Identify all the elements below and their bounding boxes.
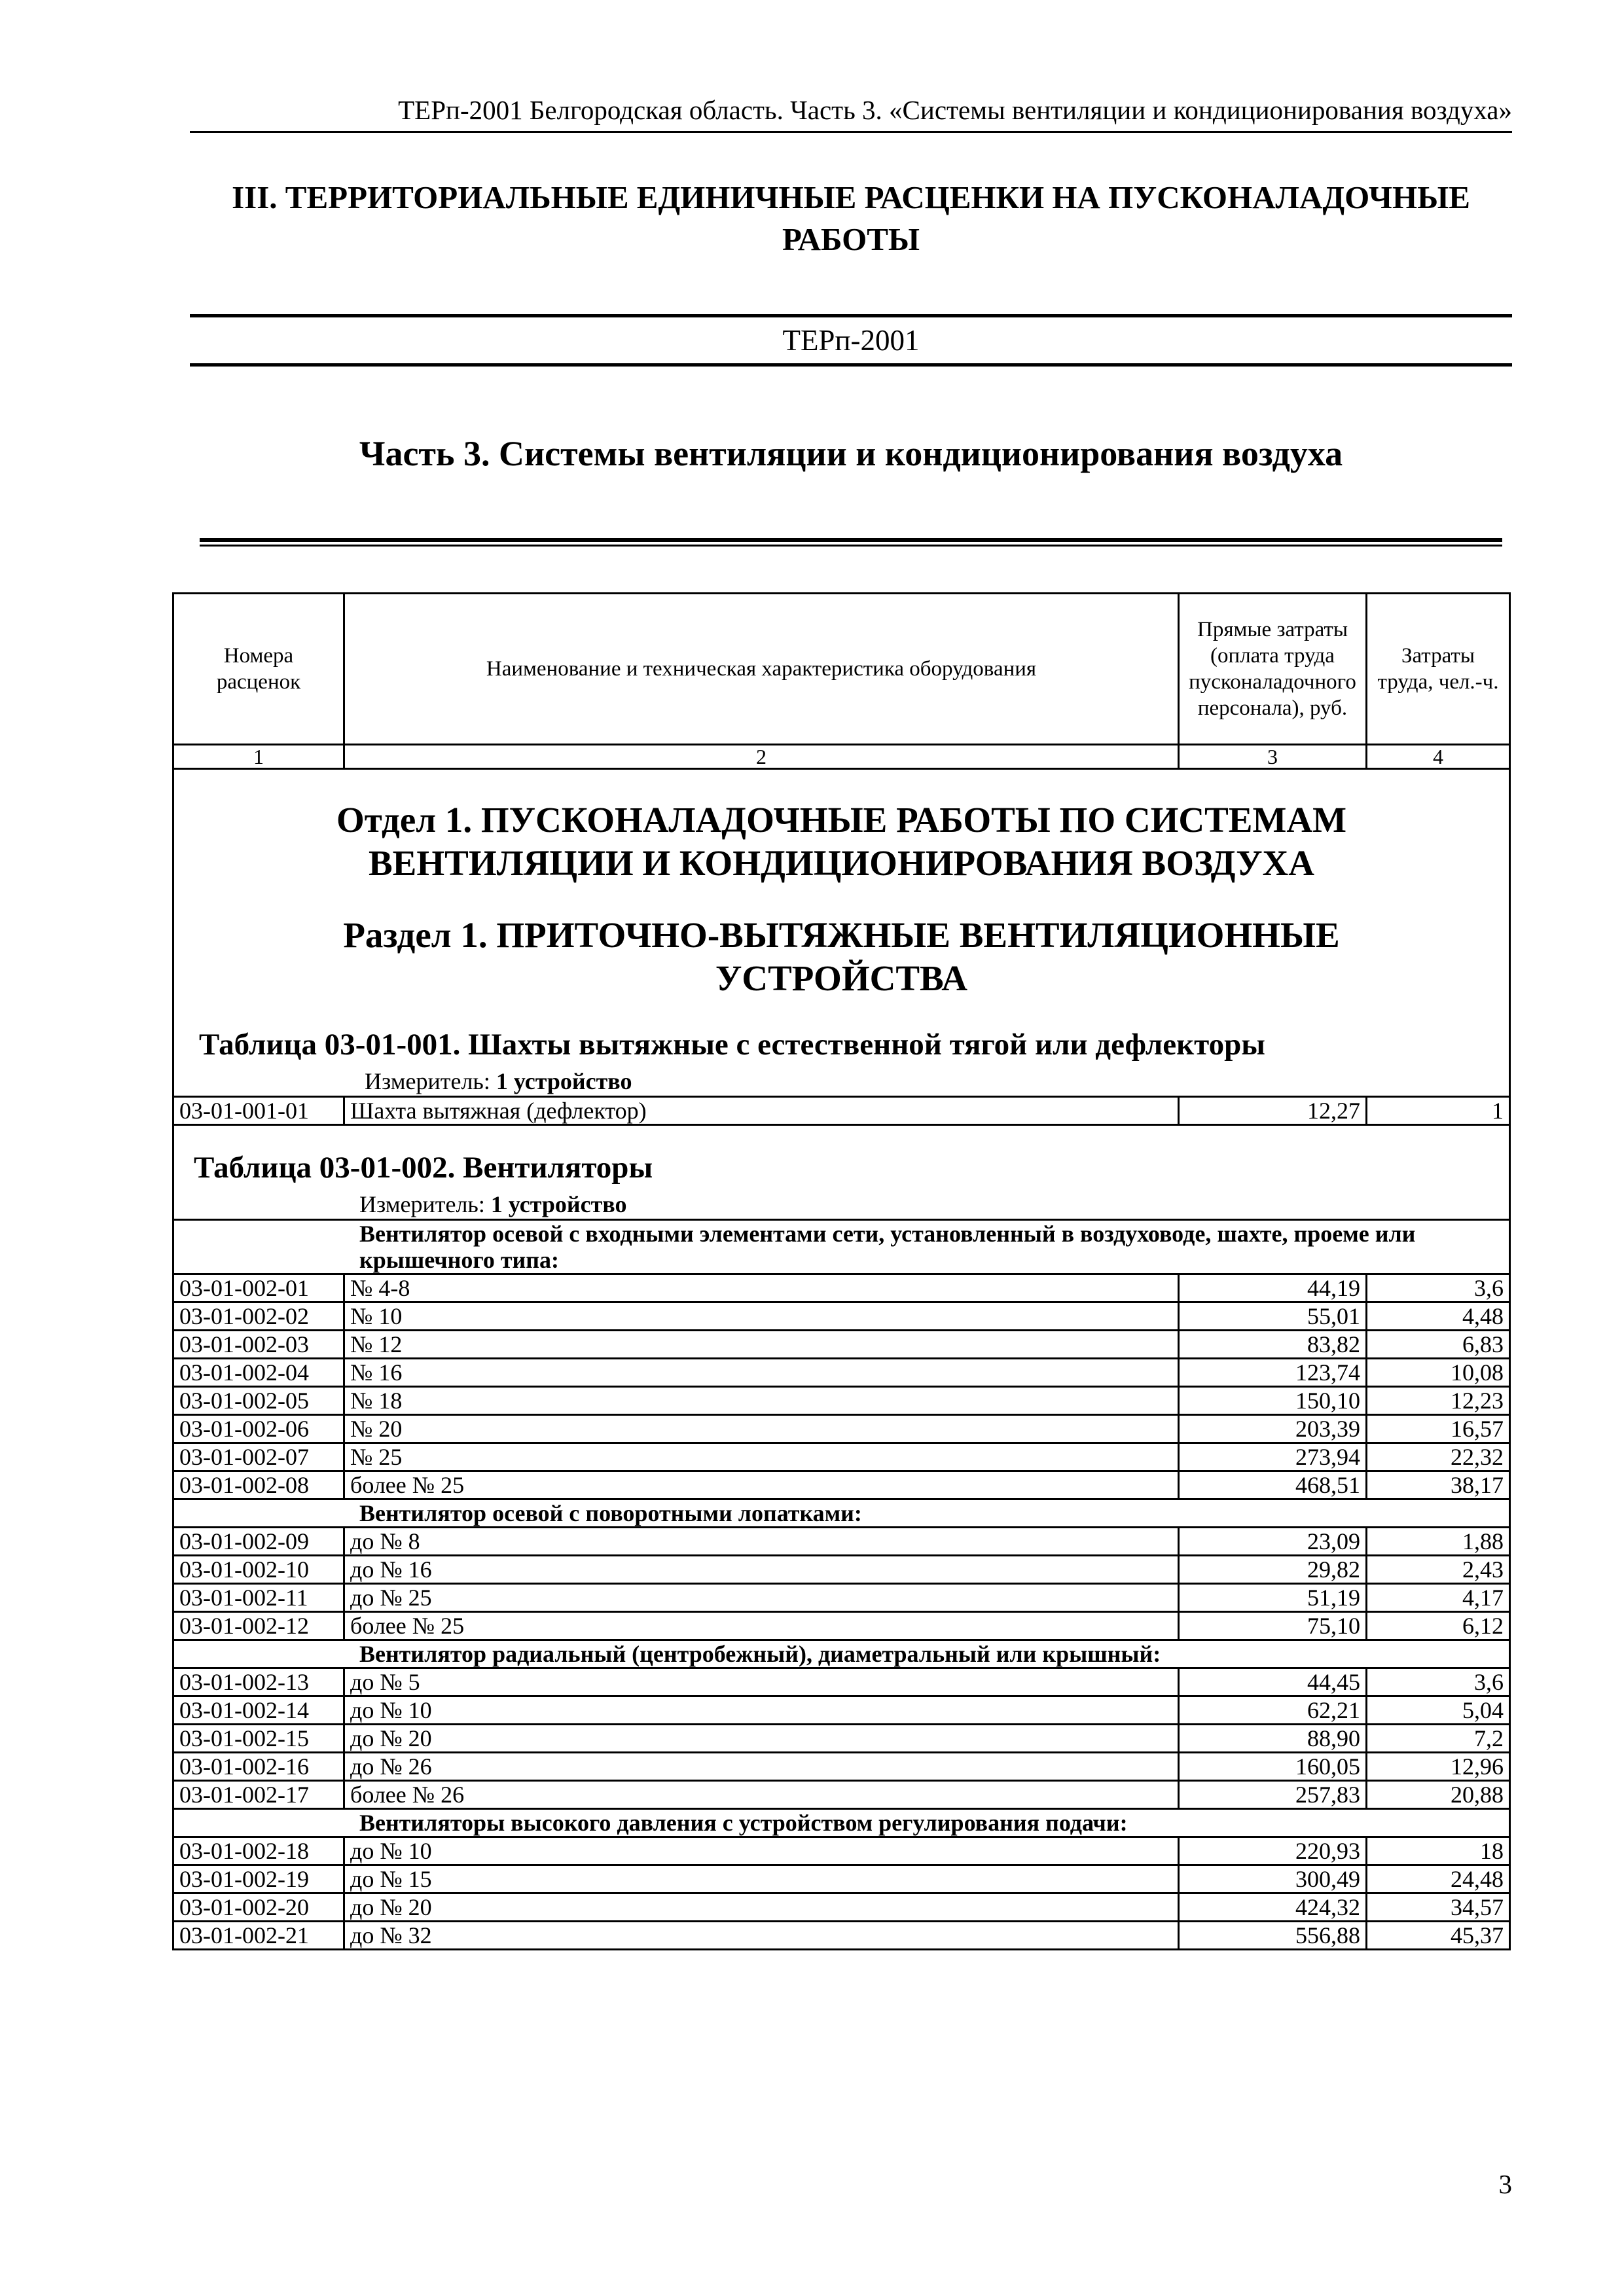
- rate-cost: 273,94: [1179, 1443, 1367, 1471]
- rate-code: 03-01-002-07: [173, 1443, 344, 1471]
- measure-label: Измеритель:: [359, 1191, 485, 1217]
- table-row: [173, 1415, 1510, 1443]
- group-row: [173, 1640, 1510, 1668]
- rate-cost: 29,82: [1179, 1556, 1367, 1584]
- rate-labor: 4,48: [1367, 1302, 1510, 1331]
- rate-cost: 62,21: [1179, 1696, 1367, 1725]
- group-row: [173, 1220, 1510, 1274]
- header-col-name: Наименование и техническая характеристика оборудования: [344, 594, 1179, 745]
- rate-cost: 220,93: [1179, 1837, 1367, 1865]
- rate-code: 03-01-002-09: [173, 1528, 344, 1556]
- table-row: [173, 1097, 1510, 1125]
- table-row: [173, 1837, 1510, 1865]
- table-row: [173, 1893, 1510, 1922]
- rate-cost: 83,82: [1179, 1331, 1367, 1359]
- table-row: [173, 1922, 1510, 1950]
- rate-name: № 16: [344, 1359, 1179, 1387]
- rate-name: до № 16: [344, 1556, 1179, 1584]
- rate-name: до № 5: [344, 1668, 1179, 1696]
- rate-cost: 300,49: [1179, 1865, 1367, 1893]
- table-row: [173, 1753, 1510, 1781]
- rate-name: до № 32: [344, 1922, 1179, 1950]
- column-number: 3: [1179, 745, 1367, 769]
- table-row: [173, 1668, 1510, 1696]
- group-title: Вентилятор осевой с поворотными лопатками:: [173, 1499, 1510, 1528]
- rate-cost: 150,10: [1179, 1387, 1367, 1415]
- rate-labor: 1: [1367, 1097, 1510, 1125]
- running-header: ТЕРп-2001 Белгородская область. Часть 3. «Системы вентиляции и кондиционирования воздуха»: [190, 92, 1512, 133]
- group-row: [173, 1499, 1510, 1528]
- group-title: Вентилятор осевой с входными элементами сети, установленный в воздуховоде, шахте, проеме или крышечного типа:: [173, 1220, 1510, 1274]
- column-number: 4: [1367, 745, 1510, 769]
- table-row: [173, 1528, 1510, 1556]
- header-col-cost: Прямые затраты (оплата труда пусконаладочного персонала), руб.: [1179, 594, 1367, 745]
- table1-measure: [179, 1067, 1504, 1096]
- rate-code: 03-01-001-01: [173, 1097, 344, 1125]
- rate-labor: 6,12: [1367, 1612, 1510, 1640]
- rates-table: [172, 592, 1511, 1950]
- rate-labor: 4,17: [1367, 1584, 1510, 1612]
- rate-cost: 123,74: [1179, 1359, 1367, 1387]
- rate-cost: 203,39: [1179, 1415, 1367, 1443]
- table-row: [173, 1359, 1510, 1387]
- rate-code: 03-01-002-06: [173, 1415, 344, 1443]
- table-row: [173, 1302, 1510, 1331]
- table2-measure: [174, 1190, 1509, 1219]
- table2-title: Таблица 03-01-002. Вентиляторы: [194, 1151, 653, 1185]
- rate-labor: 45,37: [1367, 1922, 1510, 1950]
- column-number: 1: [173, 745, 344, 769]
- rate-labor: 3,6: [1367, 1668, 1510, 1696]
- rate-cost: 44,45: [1179, 1668, 1367, 1696]
- table-row: [173, 1612, 1510, 1640]
- measure-value: 1 устройство: [490, 1191, 627, 1217]
- rate-labor: 20,88: [1367, 1781, 1510, 1809]
- rate-labor: 1,88: [1367, 1528, 1510, 1556]
- rate-labor: 5,04: [1367, 1696, 1510, 1725]
- rate-cost: 160,05: [1179, 1753, 1367, 1781]
- rate-code: 03-01-002-12: [173, 1612, 344, 1640]
- rate-code: 03-01-002-10: [173, 1556, 344, 1584]
- rate-cost: 55,01: [1179, 1302, 1367, 1331]
- rate-cost: 468,51: [1179, 1471, 1367, 1499]
- rate-cost: 424,32: [1179, 1893, 1367, 1922]
- rate-name: Шахта вытяжная (дефлектор): [344, 1097, 1179, 1125]
- column-number: 2: [344, 745, 1179, 769]
- rate-name: до № 10: [344, 1837, 1179, 1865]
- rate-name: более № 26: [344, 1781, 1179, 1809]
- part-title: Часть 3. Системы вентиляции и кондиционирования воздуха: [359, 434, 1343, 473]
- rate-labor: 12,23: [1367, 1387, 1510, 1415]
- rate-name: № 20: [344, 1415, 1179, 1443]
- measure-label: Измеритель:: [365, 1068, 490, 1094]
- rate-code: 03-01-002-11: [173, 1584, 344, 1612]
- rate-code: 03-01-002-14: [173, 1696, 344, 1725]
- rate-code: 03-01-002-16: [173, 1753, 344, 1781]
- rate-name: до № 20: [344, 1893, 1179, 1922]
- rate-code: 03-01-002-08: [173, 1471, 344, 1499]
- table-header-row: [173, 594, 1510, 745]
- rate-code: 03-01-002-20: [173, 1893, 344, 1922]
- header-col-labor: Затраты труда, чел.-ч.: [1367, 594, 1510, 745]
- rate-name: № 10: [344, 1302, 1179, 1331]
- rate-name: до № 8: [344, 1528, 1179, 1556]
- group-title: Вентиляторы высокого давления с устройством регулирования подачи:: [173, 1809, 1510, 1837]
- table-row: [173, 1331, 1510, 1359]
- rate-code: 03-01-002-13: [173, 1668, 344, 1696]
- rate-code: 03-01-002-21: [173, 1922, 344, 1950]
- rate-name: до № 20: [344, 1725, 1179, 1753]
- rate-cost: 23,09: [1179, 1528, 1367, 1556]
- page-number: 3: [1498, 2169, 1512, 2199]
- rate-labor: 16,57: [1367, 1415, 1510, 1443]
- rate-name: № 12: [344, 1331, 1179, 1359]
- rate-labor: 24,48: [1367, 1865, 1510, 1893]
- table1-title: Таблица 03-01-001. Шахты вытяжные с естественной тягой или дефлекторы: [199, 1028, 1265, 1062]
- section-title: III. ТЕРРИТОРИАЛЬНЫЕ ЕДИНИЧНЫЕ РАСЦЕНКИ НА ПУСКОНАЛАДОЧНЫЕ РАБОТЫ: [232, 179, 1470, 257]
- rate-code: 03-01-002-17: [173, 1781, 344, 1809]
- table-row: [173, 1584, 1510, 1612]
- rate-code: 03-01-002-04: [173, 1359, 344, 1387]
- table-row: [173, 1443, 1510, 1471]
- department-title: Отдел 1. ПУСКОНАЛАДОЧНЫЕ РАБОТЫ ПО СИСТЕМАМ ВЕНТИЛЯЦИИ И КОНДИЦИОНИРОВАНИЯ ВОЗДУХА: [336, 800, 1347, 883]
- table-row: [173, 1865, 1510, 1893]
- rate-cost: 44,19: [1179, 1274, 1367, 1302]
- table-row: [173, 1696, 1510, 1725]
- column-number-row: [173, 745, 1510, 769]
- rate-labor: 6,83: [1367, 1331, 1510, 1359]
- rate-name: до № 10: [344, 1696, 1179, 1725]
- rate-code: 03-01-002-05: [173, 1387, 344, 1415]
- rate-cost: 51,19: [1179, 1584, 1367, 1612]
- rate-labor: 12,96: [1367, 1753, 1510, 1781]
- rate-name: до № 25: [344, 1584, 1179, 1612]
- rate-labor: 22,32: [1367, 1443, 1510, 1471]
- headings-row: [173, 769, 1510, 1097]
- rate-name: № 25: [344, 1443, 1179, 1471]
- rate-labor: 2,43: [1367, 1556, 1510, 1584]
- group-title: Вентилятор радиальный (центробежный), диаметральный или крышный:: [173, 1640, 1510, 1668]
- table2-heading-row: [173, 1125, 1510, 1220]
- table-row: [173, 1556, 1510, 1584]
- rate-labor: 3,6: [1367, 1274, 1510, 1302]
- table2-body: [173, 1220, 1510, 1950]
- rate-cost: 75,10: [1179, 1612, 1367, 1640]
- table2-heading-cell: [173, 1125, 1510, 1220]
- rate-code: 03-01-002-02: [173, 1302, 344, 1331]
- rate-cost: 556,88: [1179, 1922, 1367, 1950]
- measure-value: 1 устройство: [496, 1068, 632, 1094]
- headings-cell: [173, 769, 1510, 1097]
- rate-labor: 10,08: [1367, 1359, 1510, 1387]
- rate-code: 03-01-002-03: [173, 1331, 344, 1359]
- rate-name: более № 25: [344, 1471, 1179, 1499]
- rate-code: 03-01-002-19: [173, 1865, 344, 1893]
- razdel-title: Раздел 1. ПРИТОЧНО-ВЫТЯЖНЫЕ ВЕНТИЛЯЦИОННЫЕ УСТРОЙСТВА: [343, 915, 1340, 998]
- rate-labor: 18: [1367, 1837, 1510, 1865]
- rate-labor: 38,17: [1367, 1471, 1510, 1499]
- rate-cost: 12,27: [1179, 1097, 1367, 1125]
- rate-name: № 4-8: [344, 1274, 1179, 1302]
- table-row: [173, 1471, 1510, 1499]
- table-row: [173, 1274, 1510, 1302]
- rate-name: до № 15: [344, 1865, 1179, 1893]
- rate-name: более № 25: [344, 1612, 1179, 1640]
- rate-code: 03-01-002-15: [173, 1725, 344, 1753]
- rate-labor: 7,2: [1367, 1725, 1510, 1753]
- rate-cost: 257,83: [1179, 1781, 1367, 1809]
- rate-code: 03-01-002-01: [173, 1274, 344, 1302]
- group-row: [173, 1809, 1510, 1837]
- rate-labor: 34,57: [1367, 1893, 1510, 1922]
- rate-cost: 88,90: [1179, 1725, 1367, 1753]
- table-row: [173, 1781, 1510, 1809]
- terp-label: ТЕРп-2001: [190, 314, 1512, 367]
- table-row: [173, 1725, 1510, 1753]
- table-row: [173, 1387, 1510, 1415]
- rate-code: 03-01-002-18: [173, 1837, 344, 1865]
- rate-name: до № 26: [344, 1753, 1179, 1781]
- header-col-codes: Номера расценок: [173, 594, 344, 745]
- rate-name: № 18: [344, 1387, 1179, 1415]
- double-rule-divider: [200, 538, 1502, 547]
